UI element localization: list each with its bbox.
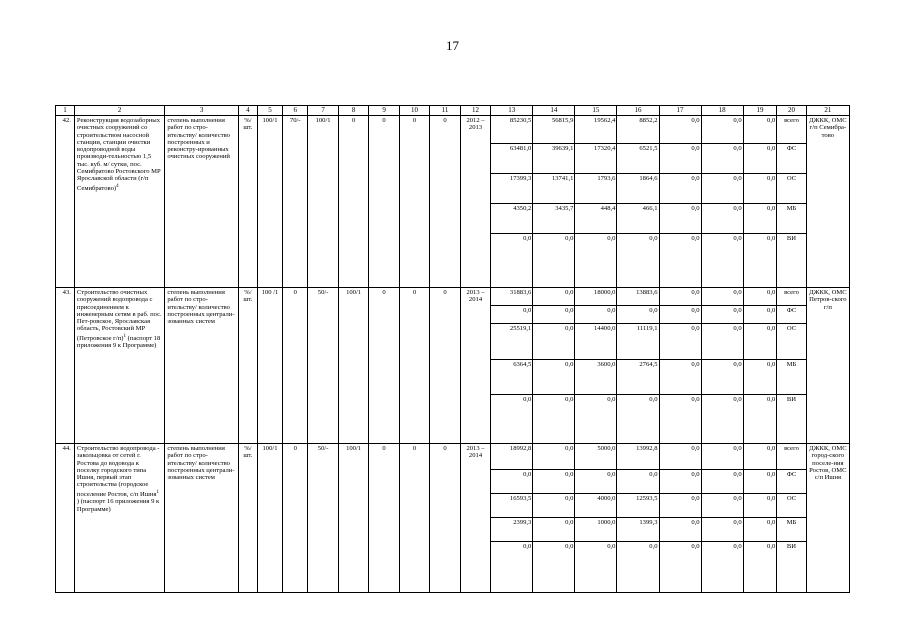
funding-col-c18 — [701, 288, 743, 444]
funding-col-c15 — [575, 444, 617, 593]
funding-value: 0,0 — [607, 396, 616, 403]
funding-value: 0,0 — [691, 235, 700, 242]
funding-value: 63481,0 — [490, 144, 533, 174]
funding-value: 0,0 — [743, 444, 778, 470]
value-c7: 50/- — [308, 288, 338, 444]
executor: ДЖКК, ОМС город-ского поселе-ния Ростов, ОМС с/п Ишня — [806, 444, 849, 593]
funding-col-c16 — [617, 444, 659, 593]
funding-value: 8852,2 — [616, 116, 659, 144]
column-header-3: 3 — [165, 106, 239, 116]
funding-col-c19 — [743, 444, 777, 593]
project-name-text: Строительство водопровода - закольцовка от сетей г. Ростова до водовода к поселку городского типа Ишня, первый этап строительства (городское поселение Ростов, с/п Ишня — [76, 445, 160, 498]
funding-value: 0,0 — [659, 324, 702, 360]
row-number: 42. — [56, 116, 75, 288]
funding-value: 13741,1 — [532, 174, 575, 204]
header-row — [56, 106, 850, 116]
funding-value: 0,0 — [565, 543, 574, 550]
funding-value: 0,0 — [659, 470, 702, 494]
funding-value: 4350,2 — [490, 204, 533, 234]
column-header-7: 7 — [308, 106, 338, 116]
funding-col-c17 — [659, 288, 701, 444]
column-header-1: 1 — [56, 106, 75, 116]
funding-value: 0,0 — [616, 306, 659, 324]
funding-col-c16 — [617, 288, 659, 444]
funding-value: 0,0 — [743, 174, 778, 204]
table-body — [56, 106, 850, 593]
unit: %/ шт. — [238, 444, 257, 593]
funding-value: 17399,3 — [490, 174, 533, 204]
column-header-6: 6 — [283, 106, 308, 116]
period: 2013 – 2014 — [460, 444, 490, 593]
funding-value: 0,0 — [701, 116, 744, 144]
funding-col-c15 — [575, 288, 617, 444]
funding-value: 6364,5 — [490, 360, 533, 395]
funding-source: МБ — [776, 518, 806, 542]
funding-value: 0,0 — [733, 543, 742, 550]
funding-value: 0,0 — [659, 144, 702, 174]
column-header-20: 20 — [777, 106, 806, 116]
funding-value: 14400,0 — [574, 324, 617, 360]
funding-value: 0,0 — [523, 396, 532, 403]
funding-value: 0,0 — [532, 288, 575, 306]
indicator: степень выполнения работ по стро-ительству/ количество построенных централи-зованных систем — [165, 288, 239, 444]
footnote-mark: 1 — [123, 333, 126, 339]
value-c11: 0 — [430, 288, 460, 444]
funding-value: 0,0 — [743, 116, 778, 144]
funding-value: 18000,0 — [574, 288, 617, 306]
funding-value: 0,0 — [532, 444, 575, 470]
funding-value: 5000,0 — [574, 444, 617, 470]
funding-value: 466,1 — [616, 204, 659, 234]
funding-value: 0,0 — [574, 470, 617, 494]
value-c11: 0 — [430, 116, 460, 288]
funding-value: 39639,1 — [532, 144, 575, 174]
value-c10: 0 — [399, 444, 429, 593]
funding-col-c14 — [533, 116, 575, 288]
row-number: 44. — [56, 444, 75, 593]
project-name — [74, 288, 164, 444]
indicator: степень выполнения работ по стро-ительству/ количество построенных и реконстру-ированных очистных сооружений — [165, 116, 239, 288]
funding-value: 19562,4 — [574, 116, 617, 144]
funding-value: 0,0 — [701, 324, 744, 360]
funding-value: 0,0 — [743, 470, 778, 494]
funding-value: 4000,0 — [574, 494, 617, 518]
funding-value: 0,0 — [659, 444, 702, 470]
funding-col-src — [777, 444, 806, 593]
funding-col-c13 — [491, 116, 533, 288]
funding-source: ОС — [776, 494, 806, 518]
funding-col-c13 — [491, 288, 533, 444]
funding-col-c18 — [701, 444, 743, 593]
value-c8: 100/1 — [338, 288, 368, 444]
funding-value: 0,0 — [490, 470, 533, 494]
column-header-18: 18 — [701, 106, 743, 116]
funding-value: 56815,9 — [532, 116, 575, 144]
funding-value: 2764,5 — [616, 360, 659, 395]
funding-value: 0,0 — [743, 494, 778, 518]
funding-value: 0,0 — [701, 174, 744, 204]
column-header-15: 15 — [575, 106, 617, 116]
funding-value: 0,0 — [659, 518, 702, 542]
funding-col-c17 — [659, 444, 701, 593]
funding-value: 0,0 — [523, 235, 532, 242]
funding-value: 0,0 — [733, 235, 742, 242]
funding-col-src — [777, 288, 806, 444]
value-c8: 100/1 — [338, 444, 368, 593]
funding-source: всего — [776, 444, 806, 470]
funding-value: 0,0 — [532, 470, 575, 494]
funding-value: 25519,1 — [490, 324, 533, 360]
funding-col-c14 — [533, 444, 575, 593]
funding-value: 0,0 — [691, 396, 700, 403]
funding-source: ВИ — [786, 543, 797, 550]
value-c6: 70/- — [283, 116, 308, 288]
funding-value: 1793,6 — [574, 174, 617, 204]
funding-value: 0,0 — [659, 204, 702, 234]
funding-value: 0,0 — [659, 306, 702, 324]
funding-value: 0,0 — [743, 324, 778, 360]
period: 2013 – 2014 — [460, 288, 490, 444]
funding-value: 13883,6 — [616, 288, 659, 306]
project-name-text: Реконструкция водозаборных очистных сооружений со строительством насосной станции, станции очистки водопроводной воды производи-тельностью 1,5 тыс. куб. м/ сутки, пос. Семибратово Ростовского МР Ярославской области (г/п Семибратово) — [76, 117, 161, 192]
column-header-9: 9 — [369, 106, 399, 116]
funding-value: 0,0 — [659, 360, 702, 395]
funding-value: 1864,6 — [616, 174, 659, 204]
value-c6: 0 — [283, 288, 308, 444]
funding-value: 0,0 — [743, 360, 778, 395]
column-header-21: 21 — [806, 106, 849, 116]
value-c10: 0 — [399, 116, 429, 288]
funding-source: ОС — [776, 174, 806, 204]
funding-source: МБ — [776, 204, 806, 234]
executor: ДЖКК, ОМС г/п Семибра-тово — [806, 116, 849, 288]
value-c8: 0 — [338, 116, 368, 288]
funding-value: 0,0 — [532, 494, 575, 518]
project-name — [74, 116, 164, 288]
value-c5: 100 /1 — [257, 288, 282, 444]
funding-value: 18992,8 — [490, 444, 533, 470]
funding-value: 0,0 — [607, 235, 616, 242]
funding-source: всего — [776, 116, 806, 144]
funding-value: 0,0 — [767, 543, 776, 550]
funding-value: 13992,8 — [616, 444, 659, 470]
funding-value: 16593,5 — [490, 494, 533, 518]
project-row — [56, 288, 850, 444]
column-header-17: 17 — [659, 106, 701, 116]
value-c7: 100/1 — [308, 116, 338, 288]
funding-value: 0,0 — [532, 306, 575, 324]
funding-value: 0,0 — [701, 306, 744, 324]
funding-value: 3600,0 — [574, 360, 617, 395]
column-header-16: 16 — [617, 106, 659, 116]
funding-source: ОС — [776, 324, 806, 360]
value-c5: 100/1 — [257, 116, 282, 288]
funding-value: 0,0 — [659, 288, 702, 306]
value-c10: 0 — [399, 288, 429, 444]
program-table — [55, 105, 850, 593]
funding-value: 0,0 — [701, 144, 744, 174]
funding-value: 0,0 — [743, 518, 778, 542]
funding-value: 0,0 — [532, 518, 575, 542]
funding-value: 0,0 — [649, 396, 658, 403]
column-header-8: 8 — [338, 106, 368, 116]
funding-value: 17320,4 — [574, 144, 617, 174]
column-header-11: 11 — [430, 106, 460, 116]
funding-col-src — [777, 116, 806, 288]
funding-value: 0,0 — [659, 116, 702, 144]
funding-value: 0,0 — [532, 360, 575, 395]
funding-value: 0,0 — [607, 543, 616, 550]
funding-value: 1399,3 — [616, 518, 659, 542]
funding-value: 0,0 — [701, 204, 744, 234]
funding-value: 0,0 — [701, 518, 744, 542]
funding-value: 3435,7 — [532, 204, 575, 234]
unit: %/ шт. — [238, 288, 257, 444]
page-number: 17 — [446, 38, 459, 53]
funding-col-c19 — [743, 288, 777, 444]
column-header-10: 10 — [399, 106, 429, 116]
funding-col-c14 — [533, 288, 575, 444]
funding-value: 0,0 — [701, 360, 744, 395]
funding-value: 31883,6 — [490, 288, 533, 306]
funding-value: 0,0 — [659, 494, 702, 518]
funding-value: 0,0 — [743, 144, 778, 174]
footnote-mark: 1 — [156, 489, 159, 495]
funding-value: 0,0 — [565, 235, 574, 242]
funding-value: 85230,5 — [490, 116, 533, 144]
funding-value: 0,0 — [767, 396, 776, 403]
funding-value: 11119,1 — [616, 324, 659, 360]
unit: %/ шт. — [238, 116, 257, 288]
funding-source: ФС — [776, 306, 806, 324]
funding-value: 0,0 — [743, 204, 778, 234]
funding-value: 0,0 — [523, 543, 532, 550]
column-header-14: 14 — [533, 106, 575, 116]
funding-col-c15 — [575, 116, 617, 288]
funding-value: 0,0 — [532, 324, 575, 360]
funding-value: 0,0 — [701, 494, 744, 518]
project-row — [56, 116, 850, 288]
funding-value: 2399,3 — [490, 518, 533, 542]
funding-value: 1000,0 — [574, 518, 617, 542]
column-header-19: 19 — [743, 106, 777, 116]
funding-value: 448,4 — [574, 204, 617, 234]
funding-value: 0,0 — [701, 288, 744, 306]
funding-source: ВИ — [786, 396, 797, 403]
funding-value: 12593,5 — [616, 494, 659, 518]
funding-col-c18 — [701, 116, 743, 288]
funding-source: ФС — [776, 470, 806, 494]
funding-value: 0,0 — [701, 444, 744, 470]
funding-value: 0,0 — [659, 174, 702, 204]
project-name-tail: (паспорт 18 приложения 9 к Программе) — [76, 334, 161, 350]
period: 2012 – 2013 — [460, 116, 490, 288]
funding-value: 0,0 — [574, 306, 617, 324]
funding-value: 0,0 — [565, 396, 574, 403]
column-header-12: 12 — [460, 106, 490, 116]
funding-value: 0,0 — [490, 306, 533, 324]
funding-col-c13 — [491, 444, 533, 593]
row-number: 43. — [56, 288, 75, 444]
value-c6: 0 — [283, 444, 308, 593]
indicator: степень выполнения работ по стро-ительству/ количество построенных централи-зованных систем — [165, 444, 239, 593]
value-c9: 0 — [369, 444, 399, 593]
executor: ДЖКК, ОМС Петров-ского г/п — [806, 288, 849, 444]
value-c5: 100/1 — [257, 444, 282, 593]
funding-source: ВИ — [786, 235, 797, 242]
funding-value: 6521,5 — [616, 144, 659, 174]
funding-value: 0,0 — [767, 235, 776, 242]
column-header-5: 5 — [257, 106, 282, 116]
column-header-4: 4 — [238, 106, 257, 116]
funding-col-c17 — [659, 116, 701, 288]
column-header-2: 2 — [74, 106, 164, 116]
funding-col-c16 — [617, 116, 659, 288]
funding-col-c19 — [743, 116, 777, 288]
value-c7: 50/- — [308, 444, 338, 593]
value-c9: 0 — [369, 116, 399, 288]
project-row — [56, 444, 850, 593]
footnote-mark: 4 — [116, 183, 119, 189]
funding-value: 0,0 — [733, 396, 742, 403]
funding-source: всего — [776, 288, 806, 306]
column-header-13: 13 — [491, 106, 533, 116]
funding-value: 0,0 — [649, 543, 658, 550]
project-name-tail: ) (паспорт 16 приложения 9 к Программе) — [76, 498, 160, 513]
value-c9: 0 — [369, 288, 399, 444]
funding-value: 0,0 — [649, 235, 658, 242]
project-name — [74, 444, 164, 593]
funding-source: МБ — [776, 360, 806, 395]
funding-value: 0,0 — [616, 470, 659, 494]
funding-value: 0,0 — [743, 288, 778, 306]
funding-value: 0,0 — [691, 543, 700, 550]
funding-value: 0,0 — [743, 306, 778, 324]
project-name-text: Строительство очистных сооружений водопровода с присоединением к инженерным сетям в раб. пос. Пет-ровское, Ярославская область, Ростовский МР (Петровское г/п) — [76, 289, 162, 342]
funding-value: 0,0 — [701, 470, 744, 494]
value-c11: 0 — [430, 444, 460, 593]
funding-source: ФС — [776, 144, 806, 174]
